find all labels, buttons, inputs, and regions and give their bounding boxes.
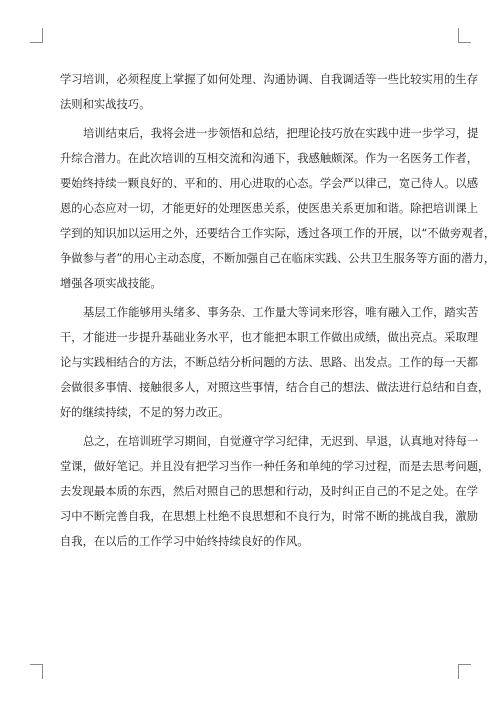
- text-line: 培训结束后，我将会进一步领悟和总结，把理论技巧放在实践中进一步学习，提: [83, 127, 479, 140]
- crop-mark-top-left: [30, 28, 43, 43]
- text-line: 恩的心态应对一切，才能更好的处理医患关系，使医患关系更加和谐。除把培训课上: [60, 202, 478, 215]
- document-body: [60, 67, 496, 554]
- text-line: 学到的知识加以运用之外，还要结合工作实际，透过各项工作的开展，以“不做旁观者，: [60, 227, 496, 240]
- paragraph: [60, 121, 496, 296]
- text-line: 总之，在培训班学习期间，自觉遵守学习纪律，无迟到、早退，认真地对待每一: [83, 435, 479, 448]
- text-line: 习中不断完善自我，在思想上杜绝不良思想和不良行为，时常不断的挑战自我，激励: [60, 510, 478, 523]
- paragraph: [60, 300, 490, 425]
- crop-mark-bottom-left: [30, 664, 43, 679]
- text-line: 好的继续持续，不足的努力改正。: [60, 406, 230, 419]
- paragraph: [60, 429, 490, 554]
- text-line: 论与实践相结合的方法，不断总结分析问题的方法、思路、出发点。工作的每一天都: [60, 356, 478, 369]
- crop-mark-top-right: [458, 28, 471, 43]
- text-line: 干，才能进一步提升基础业务水平，也才能把本职工作做出成绩，做出亮点。采取理: [60, 331, 478, 344]
- paragraph: [60, 67, 478, 117]
- text-line: 自我，在以后的工作学习中始终持续良好的作风。: [60, 535, 309, 548]
- text-line: 学习培训，必须程度上掌握了如何处理、沟通协调、自我调适等一些比较实用的生存: [60, 73, 478, 86]
- crop-mark-bottom-right: [458, 664, 471, 679]
- text-line: 升综合潜力。在此次培训的互相交流和沟通下，我感触颇深。作为一名医务工作者，: [60, 152, 478, 165]
- text-line: 去发现最本质的东西，然后对照自己的思想和行动，及时纠正自己的不足之处。在学: [60, 485, 478, 498]
- text-line: 堂课，做好笔记。并且没有把学习当作一种任务和单纯的学习过程，而是去思考问题，: [60, 460, 490, 473]
- text-line: 增强各项实战技能。: [60, 277, 162, 290]
- text-line: 法则和实战技巧。: [60, 98, 151, 111]
- text-line: 争做参与者”的用心主动态度，不断加强自己在临床实践、公共卫生服务等方面的潜力，: [60, 252, 496, 265]
- text-line: 基层工作能够用头绪多、事务杂、工作量大等词来形容，唯有融入工作，踏实苦: [83, 306, 479, 319]
- text-line: 要始终持续一颗良好的、平和的、用心进取的心态。学会严以律己，宽己待人。以感: [60, 177, 478, 190]
- text-line: 会做很多事情、接触很多人，对照这些事情，结合自己的想法、做法进行总结和自查，: [60, 381, 490, 394]
